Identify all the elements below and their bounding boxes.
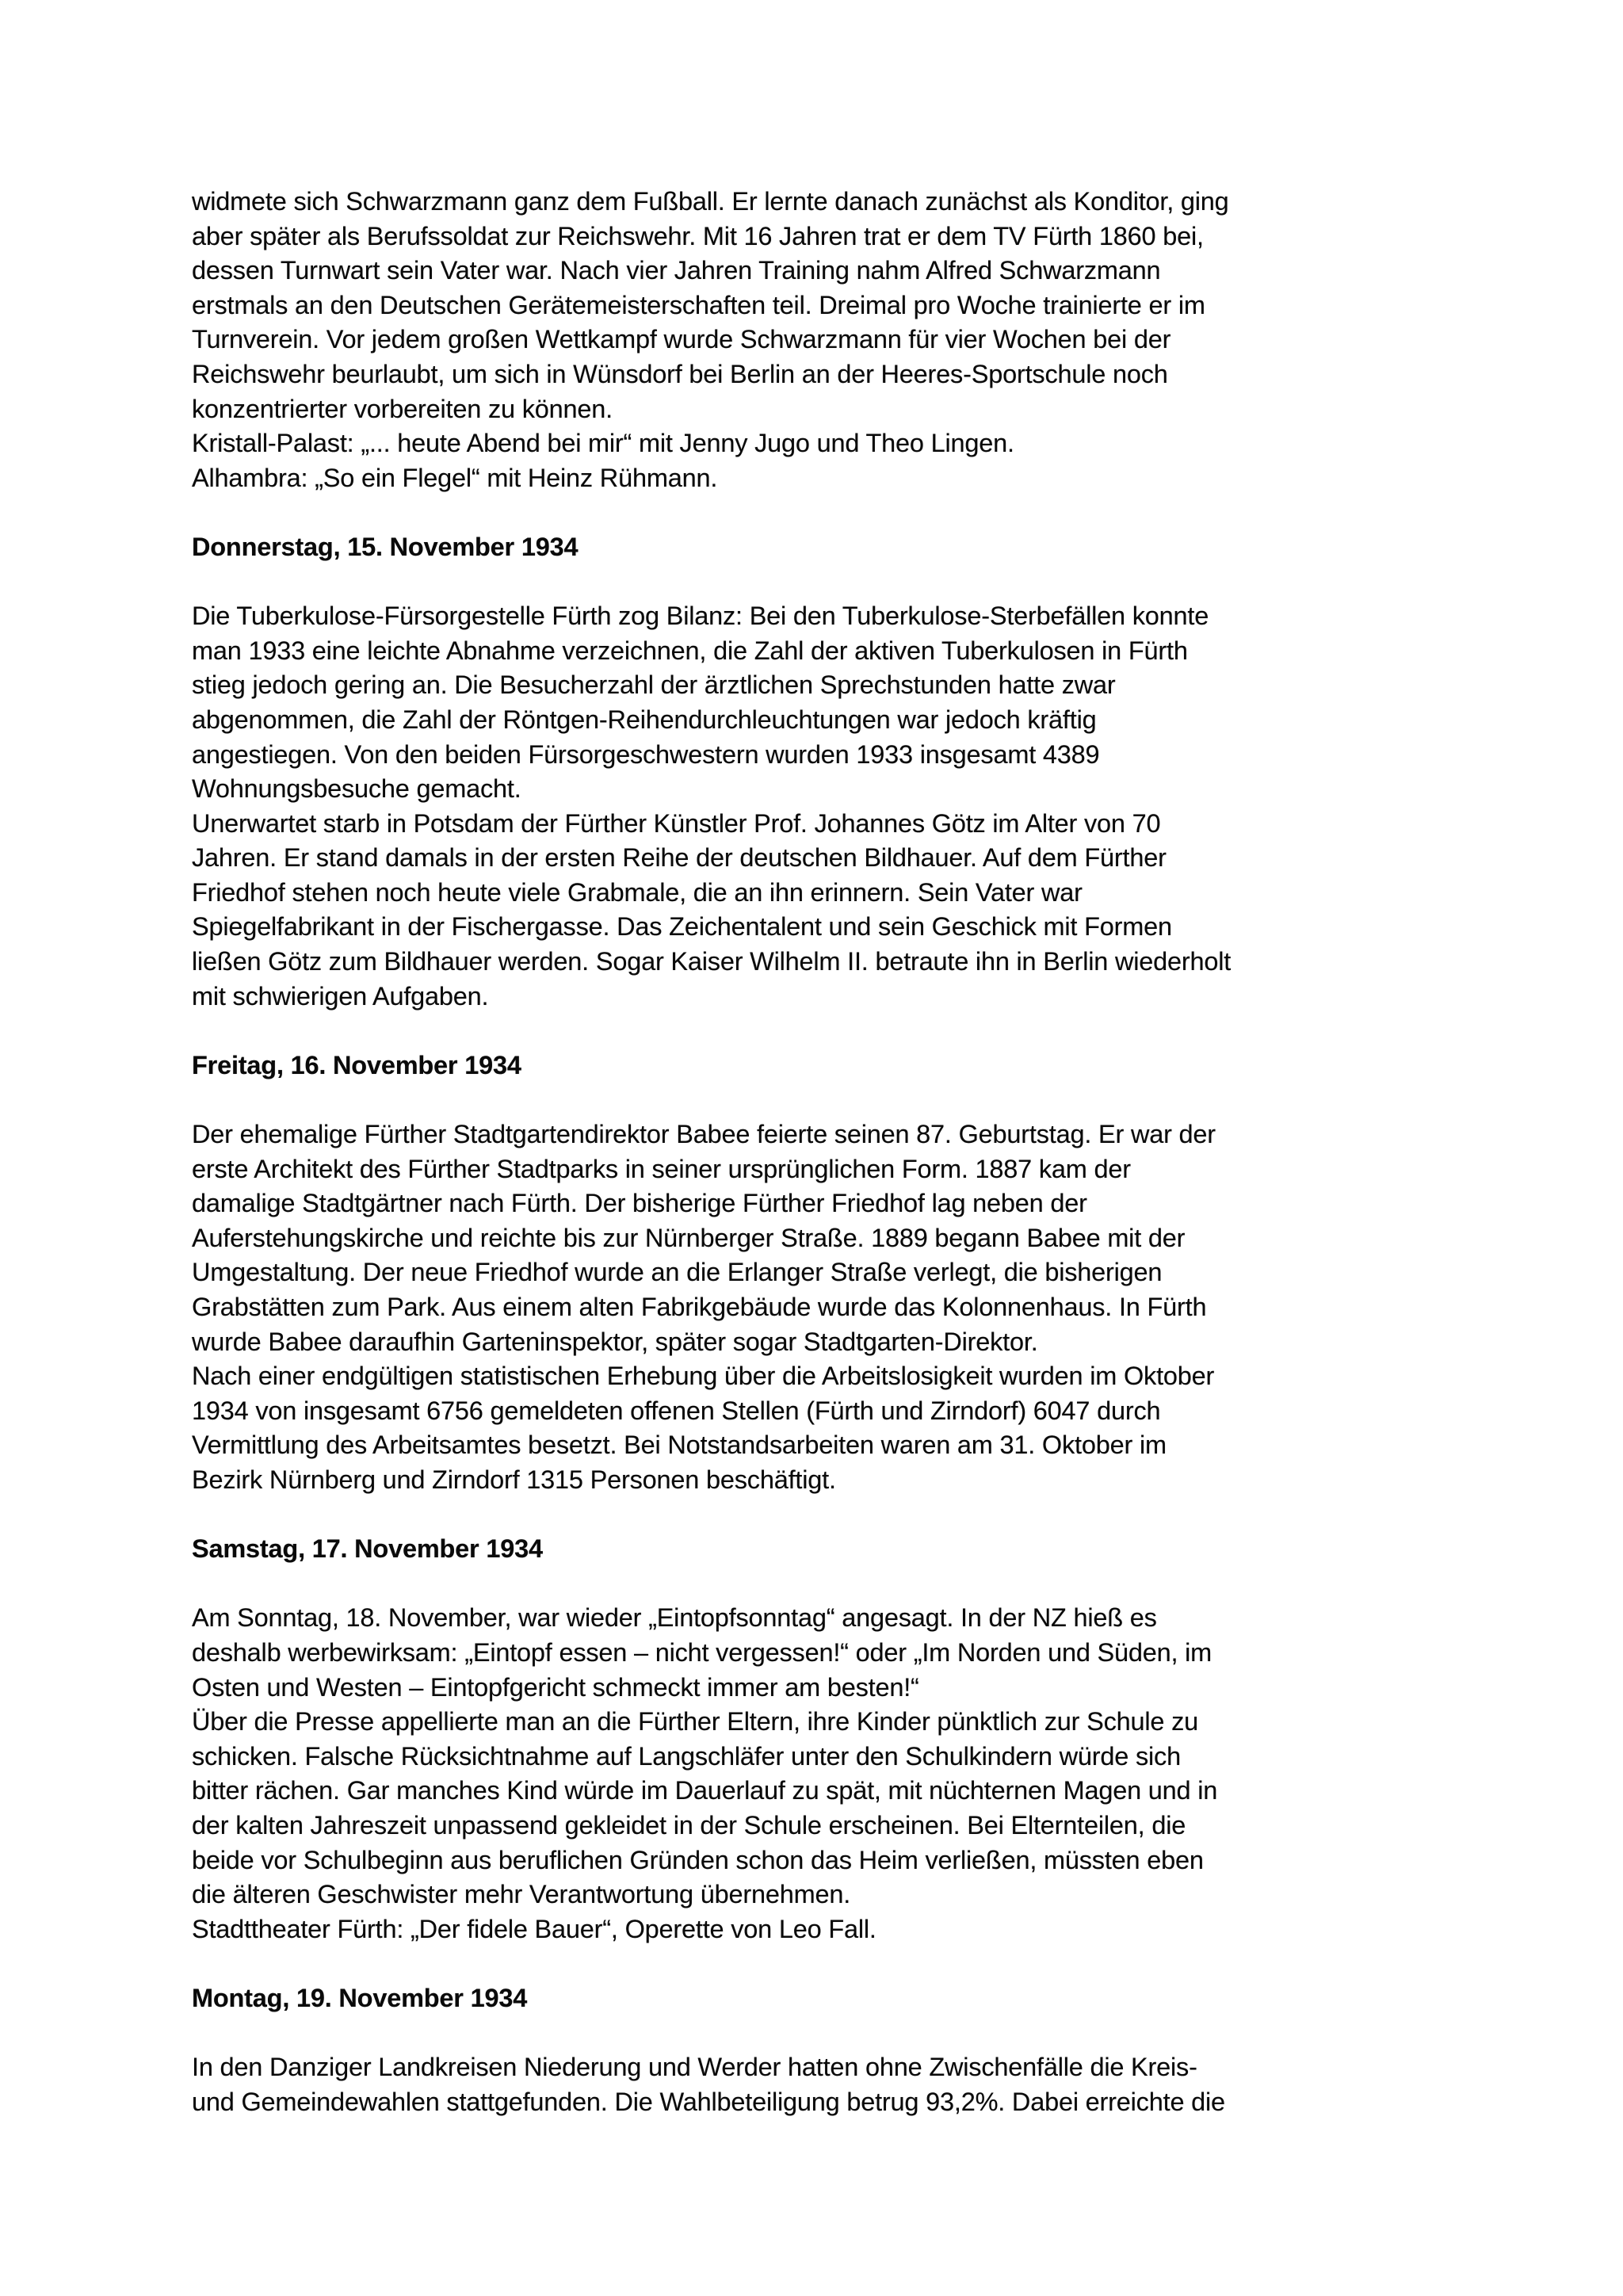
text-line: Stadttheater Fürth: „Der fidele Bauer“, Operette von Leo Fall. [192,1914,876,1943]
text-line: erste Architekt des Fürther Stadtparks in seiner ursprünglichen Form. 1887 kam der [192,1154,1131,1183]
heading-line: Samstag, 17. November 1934 [192,1534,543,1564]
text-line: Über die Presse appellierte man an die Fürther Eltern, ihre Kinder pünktlich zur Schule zu [192,1707,1199,1736]
text-line: Vermittlung des Arbeitsamtes besetzt. Bei Notstandsarbeiten waren am 31. Oktober im [192,1431,1167,1460]
text-line: Nach einer endgültigen statistischen Erhebung über die Arbeitslosigkeit wurden im Oktober [192,1362,1215,1391]
text-line: Der ehemalige Fürther Stadtgartendirektor Babee feierte seinen 87. Geburtstag. Er war der [192,1120,1216,1149]
text-line: Spiegelfabrikant in der Fischergasse. Das Zeichentalent und sein Geschick mit Formen [192,912,1172,942]
text-line: Wohnungsbesuche gemacht. [192,774,521,804]
text-line: und Gemeindewahlen stattgefunden. Die Wahlbeteiligung betrug 93,2%. Dabei erreichte die [192,2087,1225,2116]
text-line: Unerwartet starb in Potsdam der Fürther Künstler Prof. Johannes Götz im Alter von 70 [192,808,1161,838]
paragraph [192,599,1457,1014]
paragraph [192,2050,1457,2119]
text-line: stieg jedoch gering an. Die Besucherzahl der ärztlichen Sprechstunden hatte zwar [192,670,1116,700]
text-line: bitter rächen. Gar manches Kind würde im Dauerlauf zu spät, mit nüchternen Magen und in [192,1776,1218,1805]
text-line: Grabstätten zum Park. Aus einem alten Fabrikgebäude wurde das Kolonnenhaus. In Fürth [192,1293,1207,1321]
section-heading [192,1049,1457,1083]
text-line: Auferstehungskirche und reichte bis zur Nürnberger Straße. 1889 begann Babee mit der [192,1223,1186,1252]
paragraph [192,1117,1457,1498]
heading-line: Donnerstag, 15. November 1934 [192,532,579,561]
text-line: dessen Turnwart sein Vater war. Nach vier Jahren Training nahm Alfred Schwarzmann [192,256,1161,285]
text-line: schicken. Falsche Rücksichtnahme auf Langschläfer unter den Schulkindern würde sich [192,1741,1181,1771]
text-line: Friedhof stehen noch heute viele Grabmale, die an ihn erinnern. Sein Vater war [192,877,1083,907]
text-line: Turnverein. Vor jedem großen Wettkampf wurde Schwarzmann für vier Wochen bei der [192,325,1171,354]
text-line: Kristall-Palast: „... heute Abend bei mir“ mit Jenny Jugo und Theo Lingen. [192,429,1014,458]
text-line: beide vor Schulbeginn aus beruflichen Gründen schon das Heim verließen, müssten eben [192,1845,1204,1874]
text-line: In den Danziger Landkreisen Niederung und Werder hatten ohne Zwischenfälle die Kreis- [192,2053,1197,2082]
text-line: abgenommen, die Zahl der Röntgen-Reihendurchleuchtungen war jedoch kräftig [192,705,1097,734]
text-line: aber später als Berufssoldat zur Reichswehr. Mit 16 Jahren trat er dem TV Fürth 1860 bei, [192,221,1204,250]
text-line: Am Sonntag, 18. November, war wieder „Eintopfsonntag“ angesagt. In der NZ hieß es [192,1603,1157,1633]
text-line: deshalb werbewirksam: „Eintopf essen – nicht vergessen!“ oder „Im Norden und Süden, im [192,1637,1212,1667]
document-body [192,185,1457,2119]
text-line: mit schwierigen Aufgaben. [192,981,489,1010]
text-line: erstmals an den Deutschen Gerätemeisterschaften teil. Dreimal pro Woche trainierte er im [192,290,1205,319]
text-line: Reichswehr beurlaubt, um sich in Wünsdorf bei Berlin an der Heeres-Sportschule noch [192,359,1168,388]
text-line: 1934 von insgesamt 6756 gemeldeten offenen Stellen (Fürth und Zirndorf) 6047 durch [192,1396,1161,1425]
text-line: die älteren Geschwister mehr Verantwortung übernehmen. [192,1880,851,1909]
section-heading [192,1532,1457,1567]
text-line: damalige Stadtgärtner nach Fürth. Der bisherige Fürther Friedhof lag neben der [192,1189,1087,1218]
text-line: wurde Babee daraufhin Garteninspektor, später sogar Stadtgarten-Direktor. [192,1327,1038,1356]
section-heading [192,530,1457,565]
text-line: Bezirk Nürnberg und Zirndorf 1315 Personen beschäftigt. [192,1465,836,1494]
text-line: man 1933 eine leichte Abnahme verzeichnen, die Zahl der aktiven Tuberkulosen in Fürth [192,636,1188,665]
paragraph [192,185,1457,495]
heading-line: Freitag, 16. November 1934 [192,1050,521,1079]
text-line: konzentrierter vorbereiten zu können. [192,394,613,423]
text-line: Die Tuberkulose-Fürsorgestelle Fürth zog Bilanz: Bei den Tuberkulose-Sterbefällen konnte [192,602,1209,631]
section-heading [192,1981,1457,2016]
text-line: angestiegen. Von den beiden Fürsorgeschwestern wurden 1933 insgesamt 4389 [192,739,1100,769]
text-line: Umgestaltung. Der neue Friedhof wurde an die Erlanger Straße verlegt, die bisherigen [192,1258,1163,1287]
text-line: ließen Götz zum Bildhauer werden. Sogar Kaiser Wilhelm II. betraute ihn in Berlin wiederholt [192,947,1232,976]
paragraph [192,1601,1457,1946]
text-line: Jahren. Er stand damals in der ersten Reihe der deutschen Bildhauer. Auf dem Fürther [192,843,1167,873]
text-line: Osten und Westen – Eintopfgericht schmeckt immer am besten!“ [192,1672,919,1702]
text-line: der kalten Jahreszeit unpassend gekleidet in der Schule erscheinen. Bei Elternteilen, die [192,1810,1186,1839]
text-line: widmete sich Schwarzmann ganz dem Fußball. Er lernte danach zunächst als Konditor, ging [192,187,1229,216]
heading-line: Montag, 19. November 1934 [192,1983,528,2012]
text-line: Alhambra: „So ein Flegel“ mit Heinz Rühmann. [192,463,718,492]
